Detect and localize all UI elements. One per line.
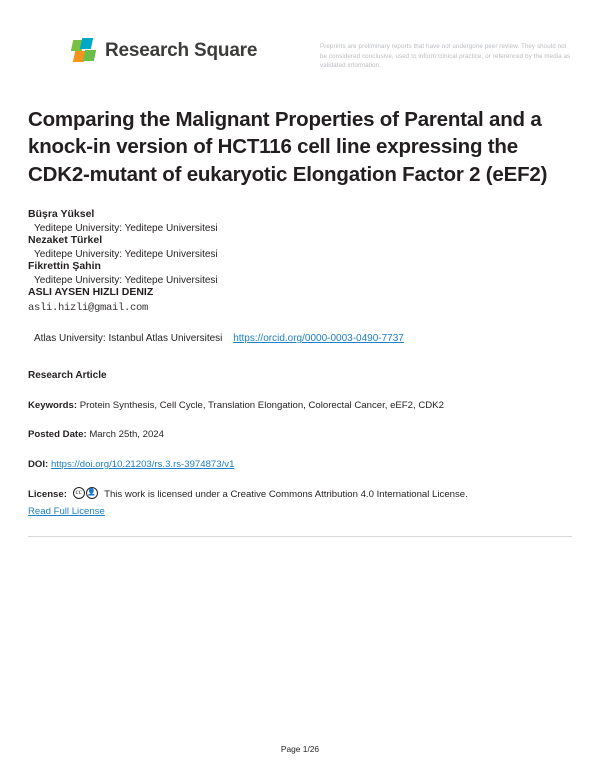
author-name: Nezaket Türkel <box>28 233 103 246</box>
posted-date-label: Posted Date: <box>28 429 87 441</box>
research-square-logo[interactable] <box>28 38 257 64</box>
author-entry <box>28 234 572 260</box>
author-affiliation: Yeditepe University: Yeditepe Universitesi <box>34 248 218 260</box>
license-text: This work is licensed under a Creative Commons Attribution 4.0 International License. <box>104 488 468 500</box>
posted-date-value: March 25th, 2024 <box>89 429 164 441</box>
corresponding-affiliation-row <box>28 333 572 344</box>
corresponding-affiliation: Atlas University: Istanbul Atlas Universitesi <box>34 332 223 344</box>
author-affiliation: Yeditepe University: Yeditepe Universitesi <box>34 274 218 286</box>
author-entry <box>28 260 572 286</box>
preprint-disclaimer: Preprints are preliminary reports that have not undergone peer review. They should not be considered conclusive, used to inform clinical practice, or referenced by the media as validated information. <box>320 43 571 70</box>
author-name: Fikrettin Şahin <box>28 259 101 272</box>
keywords-label: Keywords: <box>28 399 78 411</box>
author-list <box>28 208 572 314</box>
read-full-license-link[interactable]: Read Full License <box>28 506 105 518</box>
page-header <box>28 0 572 84</box>
license-row <box>28 487 572 520</box>
page-footer: Page 1/26 <box>280 744 320 754</box>
doi-link[interactable]: https://doi.org/10.21203/rs.3.rs-3974873/v1 <box>50 458 235 470</box>
license-label: License: <box>28 488 67 500</box>
doi-label: DOI: <box>28 458 49 470</box>
creative-commons-icon: cc 👤 <box>73 487 99 499</box>
doi-row <box>28 458 572 472</box>
author-name: Büşra Yüksel <box>28 207 95 220</box>
keywords-value: Protein Synthesis, Cell Cycle, Translation Elongation, Colorectal Cancer, eEF2, CDK2 <box>79 399 444 411</box>
posted-date-row <box>28 428 572 442</box>
author-name: ASLI AYSEN HIZLI DENIZ <box>28 285 154 298</box>
article-type: Research Article <box>28 369 107 381</box>
author-affiliation: Yeditepe University: Yeditepe Universitesi <box>34 222 218 234</box>
section-divider <box>28 536 572 537</box>
orcid-link[interactable]: https://orcid.org/0000-0003-0490-7737 <box>233 332 404 344</box>
author-entry <box>28 208 572 234</box>
logo-wordmark: Research Square <box>105 40 258 61</box>
research-square-logo-icon <box>72 38 98 64</box>
page-title: Comparing the Malignant Properties of Parental and a knock-in version of HCT116 cell line expressing the CDK2-mutant of eukaryotic Elongation Factor 2 (eEF2) <box>28 108 548 186</box>
article-metadata <box>28 370 572 537</box>
author-email[interactable]: asli.hizli@gmail.com <box>28 301 149 314</box>
keywords-row <box>28 399 572 413</box>
author-entry-corresponding <box>28 286 572 314</box>
